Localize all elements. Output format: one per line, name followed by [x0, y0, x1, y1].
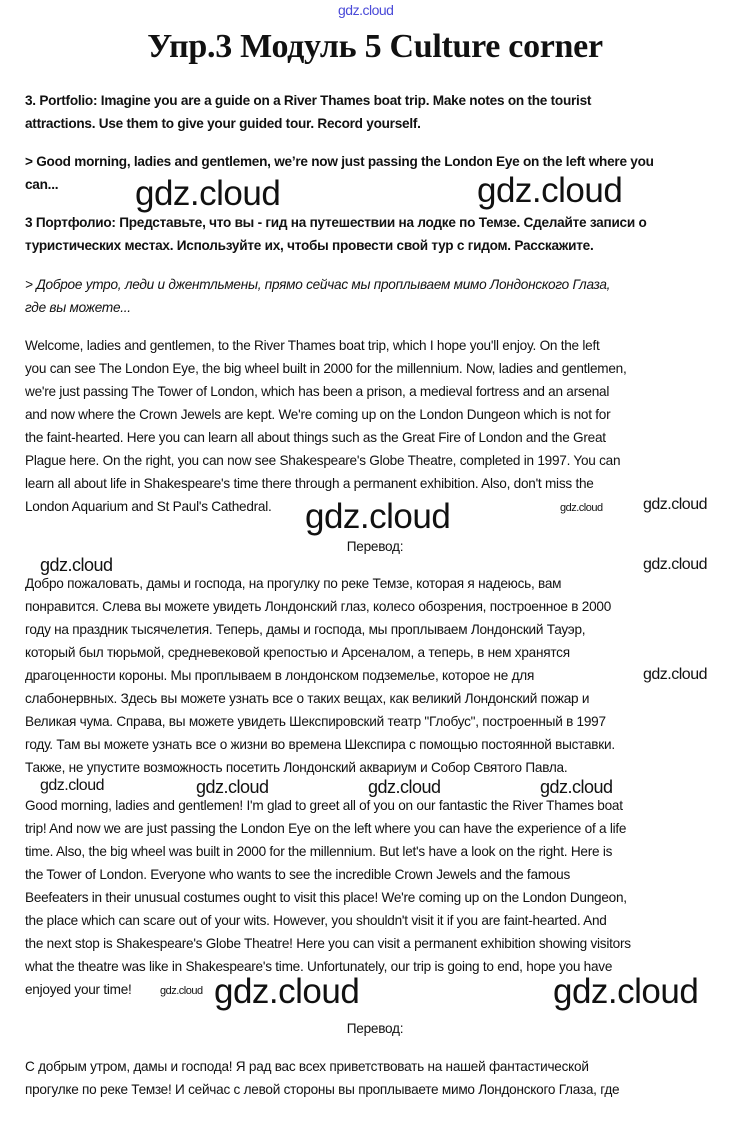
text-line: году на праздник тысячелетия. Теперь, дамы и господа, мы проплываем Лондонский Тауэр,	[25, 622, 586, 637]
text-line: 3. Portfolio: Imagine you are a guide on a River Thames boat trip. Make notes on the tourist	[25, 93, 592, 108]
text-line: attractions. Use them to give your guided tour. Record yourself.	[25, 116, 421, 131]
text-line: the next stop is Shakespeare's Globe Theatre! Here you can visit a permanent exhibition showing visitors	[25, 936, 631, 951]
watermark: gdz.cloud	[40, 777, 104, 794]
watermark: gdz.cloud	[477, 171, 623, 210]
text-line: прогулке по реке Темзе! И сейчас с левой стороны вы проплываете мимо Лондонского Глаза, где	[25, 1082, 620, 1097]
translation-label: Перевод:	[346, 539, 404, 554]
text-line: Good morning, ladies and gentlemen! I'm glad to greet all of you on our fantastic the River Thames boat	[25, 798, 623, 813]
text-line: который был тюрьмой, средневековой крепостью и Арсеналом, а теперь, в нем хранятся	[25, 645, 570, 660]
watermark: gdz.cloud	[305, 497, 451, 536]
site-link[interactable]: gdz.cloud	[338, 2, 394, 18]
text-line: time. Also, the big wheel was built in 2000 for the millennium. But let's have a look on the right. Here is	[25, 844, 613, 859]
text-line: С добрым утром, дамы и господа! Я рад вас всех приветствовать на нашей фантастической	[25, 1059, 589, 1074]
text-line: Welcome, ladies and gentlemen, to the River Thames boat trip, which I hope you'll enjoy. On the left	[25, 338, 600, 353]
watermark: gdz.cloud	[643, 556, 707, 573]
text-line: you can see The London Eye, the big wheel built in 2000 for the millennium. Now, ladies and gentlemen,	[25, 361, 627, 376]
translation-label: Перевод:	[346, 1021, 404, 1036]
watermark: gdz.cloud	[196, 777, 269, 797]
text-line: Plague here. On the right, you can now see Shakespeare's Globe Theatre, completed in 1997. You can	[25, 453, 621, 468]
text-line: learn all about life in Shakespeare's time there through a permanent exhibition. Also, don't miss the	[25, 476, 594, 491]
page-title: Упр.3 Модуль 5 Culture corner	[147, 28, 603, 65]
watermark: gdz.cloud	[160, 985, 203, 997]
text-line: and now where the Crown Jewels are kept. We're coming up on the London Dungeon which is not for	[25, 407, 611, 422]
watermark: gdz.cloud	[368, 777, 441, 797]
text-line: what the theatre was like in Shakespeare's time. Unfortunately, our trip is going to end, hope you have	[25, 959, 613, 974]
watermark: gdz.cloud	[553, 972, 699, 1011]
text-line: the faint-hearted. Here you can learn all about things such as the Great Fire of London and the Great	[25, 430, 606, 445]
text-line: > Доброе утро, леди и джентльмены, прямо сейчас мы проплываем мимо Лондонского Глаза,	[25, 277, 611, 292]
text-line: we're just passing The Tower of London, which has been a prison, a medieval fortress and an arsenal	[25, 384, 610, 399]
text-line: trip! And now we are just passing the London Eye on the left where you can have the experience of a life	[25, 821, 627, 836]
text-line: > Good morning, ladies and gentlemen, we’re now just passing the London Eye on the left where you	[25, 154, 654, 169]
text-line: Также, не упустите возможность посетить Лондонский аквариум и Собор Святого Павла.	[25, 760, 568, 775]
text-line: 3 Портфолио: Представьте, что вы - гид на путешествии на лодке по Темзе. Сделайте записи о	[25, 215, 647, 230]
watermark: gdz.cloud	[214, 972, 360, 1011]
text-line: enjoyed your time!	[25, 982, 132, 997]
text-line: где вы можете...	[25, 300, 131, 315]
text-line: London Aquarium and St Paul's Cathedral.	[25, 499, 272, 514]
watermark: gdz.cloud	[540, 777, 613, 797]
text-line: драгоценности короны. Мы проплываем в лондонском подземелье, которое не для	[25, 668, 535, 683]
text-line: Великая чума. Справа, вы можете увидеть Шекспировский театр "Глобус", построенный в 1997	[25, 714, 606, 729]
text-line: Добро пожаловать, дамы и господа, на прогулку по реке Темзе, которая я надеюсь, вам	[25, 576, 562, 591]
text-line: понравится. Слева вы можете увидеть Лондонский глаз, колесо обозрения, построенное в 2000	[25, 599, 612, 614]
text-line: can...	[25, 177, 59, 192]
watermark: gdz.cloud	[643, 496, 707, 513]
watermark: gdz.cloud	[643, 666, 707, 683]
text-line: the Tower of London. Everyone who wants to see the incredible Crown Jewels and the famous	[25, 867, 570, 882]
text-line: Beefeaters in their unusual costumes ought to visit this place! We're coming up on the London Dungeon,	[25, 890, 627, 905]
text-line: туристических местах. Используйте их, чтобы провести свой тур с гидом. Расскажите.	[25, 238, 594, 253]
text-line: году. Там вы можете узнать все о жизни во времена Шекспира с помощью постоянной выставки.	[25, 737, 615, 752]
watermark: gdz.cloud	[560, 502, 603, 514]
text-line: the place which can scare out of your wits. However, you shouldn't visit it if you are faint-hearted. And	[25, 913, 607, 928]
text-line: слабонервных. Здесь вы можете узнать все о таких вещах, как великий Лондонский пожар и	[25, 691, 590, 706]
watermark: gdz.cloud	[40, 555, 113, 575]
watermark: gdz.cloud	[135, 174, 281, 213]
